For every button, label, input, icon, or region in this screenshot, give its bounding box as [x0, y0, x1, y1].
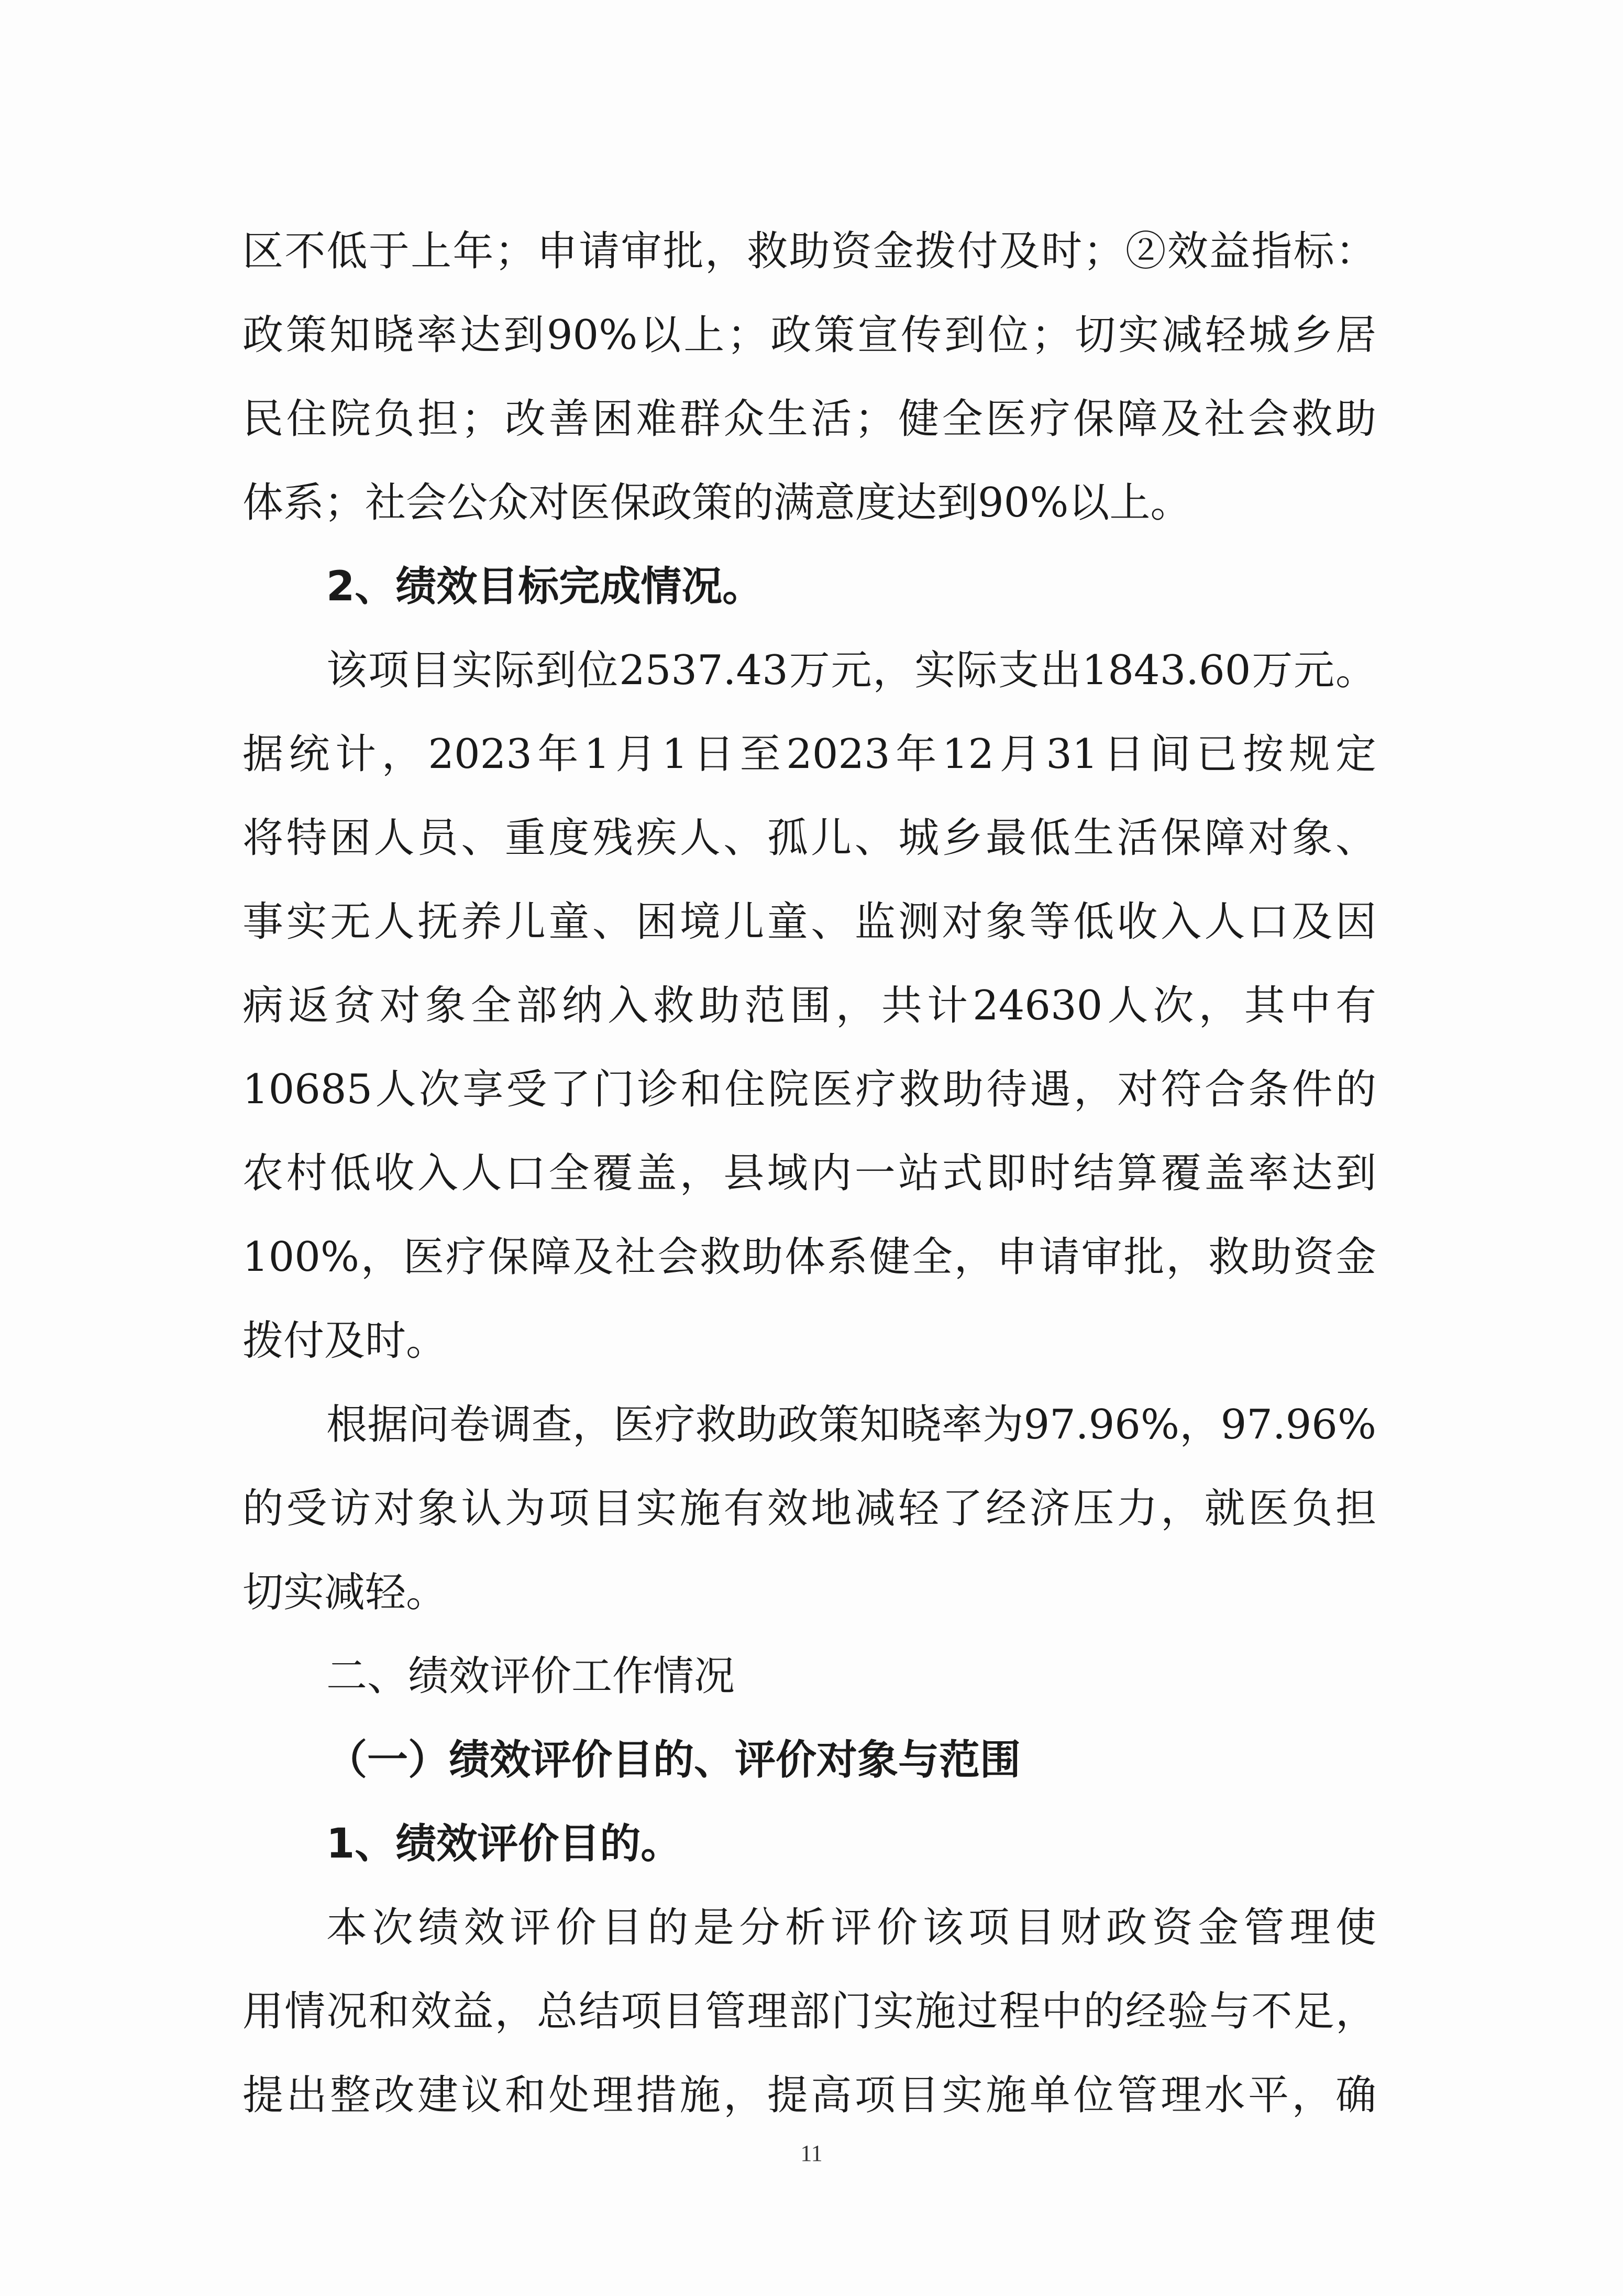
- document-body: [242, 210, 1376, 2137]
- body-line: 区不低于上年；申请审批，救助资金拨付及时；②效益指标：: [242, 228, 1376, 275]
- body-line: 民住院负担；改善困难群众生活；健全医疗保障及社会救助: [242, 396, 1376, 443]
- subsection-heading: （一）绩效评价目的、评价对象与范围: [326, 1737, 1021, 1784]
- body-line: 据统计，2023年1月1日至2023年12月31日间已按规定: [242, 731, 1376, 778]
- body-line: 将特困人员、重度残疾人、孤儿、城乡最低生活保障对象、: [242, 815, 1376, 862]
- body-line: 切实减轻。: [242, 1569, 447, 1616]
- body-line: 本次绩效评价目的是分析评价该项目财政资金管理使: [326, 1904, 1376, 1951]
- page-number: 11: [800, 2140, 823, 2166]
- body-line: 提出整改建议和处理措施，提高项目实施单位管理水平，确: [242, 2072, 1376, 2119]
- body-line: 100%，医疗保障及社会救助体系健全，申请审批，救助资金: [242, 1234, 1376, 1281]
- body-line: 体系；社会公众对医保政策的满意度达到90%以上。: [242, 479, 1191, 526]
- body-line: 病返贫对象全部纳入救助范围，共计24630人次，其中有: [242, 982, 1376, 1029]
- body-line: 该项目实际到位2537.43万元，实际支出1843.60万元。: [326, 647, 1376, 694]
- body-line: 根据问卷调查，医疗救助政策知晓率为97.96%，97.96%: [326, 1401, 1376, 1448]
- section-heading: 1、绩效评价目的。: [326, 1820, 682, 1867]
- body-line: 10685人次享受了门诊和住院医疗救助待遇，对符合条件的: [242, 1066, 1376, 1113]
- body-line: 事实无人抚养儿童、困境儿童、监测对象等低收入人口及因: [242, 898, 1376, 946]
- body-line: 政策知晓率达到90%以上；政策宣传到位；切实减轻城乡居: [242, 312, 1376, 359]
- chapter-heading: 二、绩效评价工作情况: [326, 1653, 735, 1700]
- body-line: 拨付及时。: [242, 1317, 447, 1365]
- section-heading: 2、绩效目标完成情况。: [326, 563, 764, 610]
- body-line: 的受访对象认为项目实施有效地减轻了经济压力，就医负担: [242, 1485, 1376, 1532]
- body-line: 农村低收入人口全覆盖，县域内一站式即时结算覆盖率达到: [242, 1150, 1376, 1197]
- body-line: 用情况和效益，总结项目管理部门实施过程中的经验与不足，: [242, 1988, 1376, 2035]
